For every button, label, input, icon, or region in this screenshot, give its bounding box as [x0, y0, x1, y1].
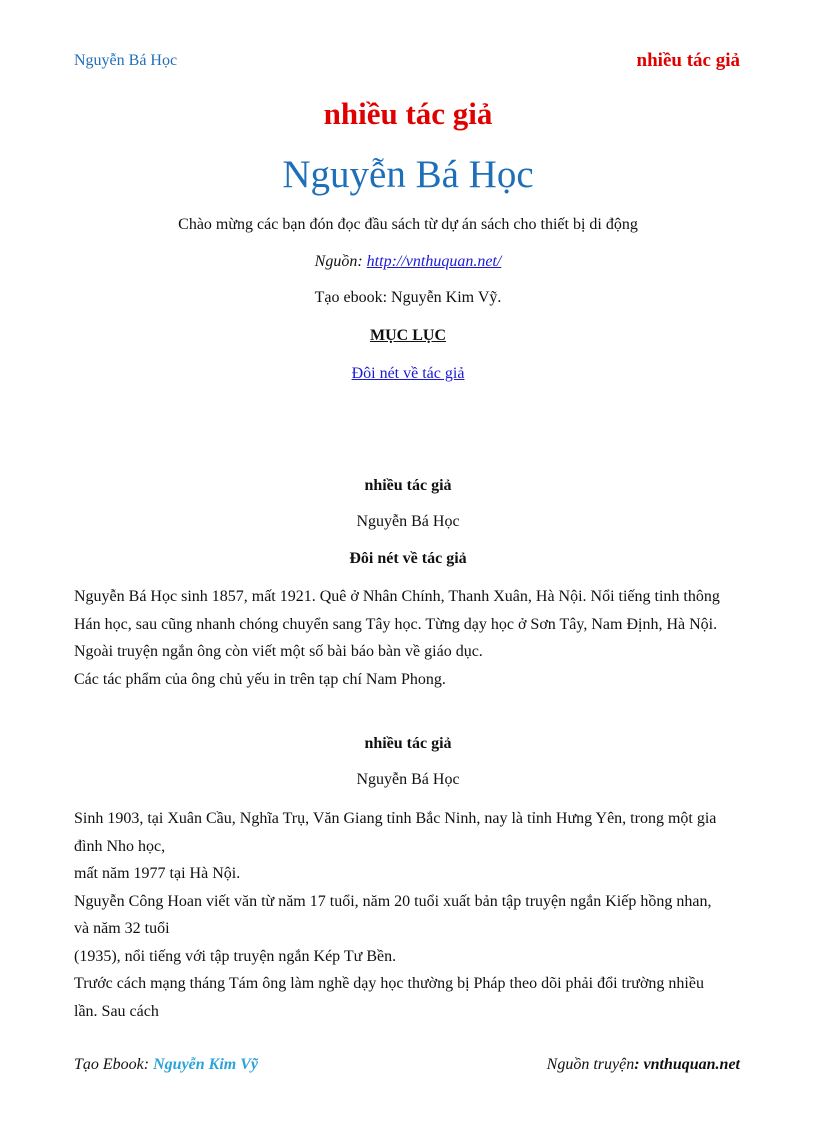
toc-title: MỤC LỤC [370, 327, 446, 344]
section1-body [74, 583, 744, 693]
footer-ebook-credit [74, 1056, 258, 1074]
section2-line: lần. Sau cách [74, 1002, 159, 1020]
footer-source [547, 1056, 740, 1074]
section2-line: Trước cách mạng tháng Tám ông làm nghề dạy học thường bị Pháp theo dõi phải đổi trường nhiều [74, 975, 704, 992]
section1-line: Các tác phẩm của ông chủ yếu in trên tạp chí Nam Phong. [74, 670, 446, 688]
toc-link-author-overview[interactable]: Đôi nét về tác giả [351, 365, 465, 382]
source-line [0, 253, 816, 271]
section2-name: Nguyễn Bá Học [356, 771, 460, 788]
section1-author: nhiều tác giả [364, 477, 452, 494]
title-book: Nguyễn Bá Học [282, 153, 534, 196]
ebook-credit: Tạo ebook: Nguyễn Kim Vỹ. [314, 289, 502, 306]
section2-line: (1935), nổi tiếng với tập truyện ngắn Kép Tư Bền. [74, 947, 397, 965]
section1-line: Hán học, sau cũng nhanh chóng chuyển sang Tây học. Từng dạy học ở Sơn Tây, Nam Định, Hà Nội. [74, 615, 718, 633]
footer-right-label: Nguồn truyện [546, 1056, 635, 1073]
header-book-title: Nguyễn Bá Học [74, 52, 178, 69]
welcome-text: Chào mừng các bạn đón đọc đầu sách từ dự án sách cho thiết bị di động [178, 216, 638, 233]
footer-right-sep: : [634, 1056, 644, 1073]
section2-line: Sinh 1903, tại Xuân Cầu, Nghĩa Trụ, Văn Giang tỉnh Bắc Ninh, nay là tỉnh Hưng Yên, trong một gia [74, 810, 717, 827]
source-link[interactable]: http://vnthuquan.net/ [366, 253, 502, 270]
section2-line: và năm 32 tuổi [74, 920, 170, 937]
section2-author: nhiều tác giả [364, 735, 452, 752]
header-author: nhiều tác giả [636, 50, 740, 71]
footer-right-name: vnthuquan.net [643, 1056, 740, 1073]
section2-line: Nguyễn Công Hoan viết văn từ năm 17 tuổi, năm 20 tuổi xuất bản tập truyện ngắn Kiếp hồng nhan, [74, 892, 712, 910]
section1-title: Đôi nét về tác giả [349, 550, 467, 567]
footer-left-sep: : [143, 1056, 154, 1073]
footer-left-name: Nguyễn Kim Vỹ [153, 1056, 258, 1073]
title-author: nhiều tác giả [323, 96, 493, 131]
section2-body [74, 805, 744, 1025]
source-label: Nguồn: [314, 253, 367, 270]
section1-line: Nguyễn Bá Học sinh 1857, mất 1921. Quê ở Nhân Chính, Thanh Xuân, Hà Nội. Nổi tiếng tinh thông [74, 588, 720, 605]
footer-left-label: Tạo Ebook [74, 1056, 144, 1073]
section1-line: Ngoài truyện ngắn ông còn viết một số bài báo bàn về giáo dục. [74, 643, 483, 660]
section2-line: đình Nho học, [74, 837, 166, 855]
section2-line: mất năm 1977 tại Hà Nội. [74, 865, 241, 882]
section1-name: Nguyễn Bá Học [356, 513, 460, 530]
